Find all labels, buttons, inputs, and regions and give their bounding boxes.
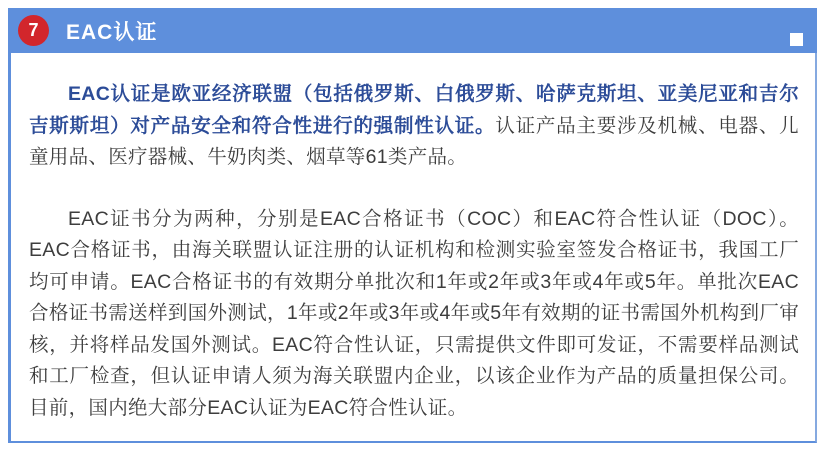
section-number-badge — [18, 15, 49, 46]
section-title: EAC认证 — [66, 20, 158, 44]
details-text: EAC证书分为两种，分别是EAC合格证书（COC）和EAC符合性认证（DOC）。EAC合格证书，由海关联盟认证注册的认证机构和检测实验室签发合格证书，我国工厂均可申请。EAC合格证书的有效期分单批次和1年或2年或3年或4年或5年。单批次EAC合格证书需送样到国外测试，1年或2年或3年或4年或5年有效期的证书需国外机构到厂审核，并将样品发国外测试。EAC符合性认证，只需提供文件即可发证，不需要样品测试和工厂检查，但认证申请人须为海关联盟内企业，以该企业作为产品的质量担保公司。目前，国内绝大部分EAC认证为EAC符合性认证。 — [29, 207, 799, 419]
paragraph-intro — [29, 79, 799, 174]
corner-square-decoration — [790, 33, 803, 46]
section-header — [8, 8, 817, 53]
section-number: 7 — [28, 20, 39, 40]
paragraph-details — [29, 204, 799, 425]
content-panel — [8, 53, 817, 443]
intro-regular-text: 认证产品主要涉及机械、电器、儿童用品、医疗器械、牛奶肉类、烟草等61类产品。 — [29, 114, 799, 168]
intro-emphasis-text: EAC认证是欧亚经济联盟（包括俄罗斯、白俄罗斯、哈萨克斯坦、亚美尼亚和吉尔吉斯斯坦）对产品安全和符合性进行的强制性认证。 — [29, 83, 799, 137]
